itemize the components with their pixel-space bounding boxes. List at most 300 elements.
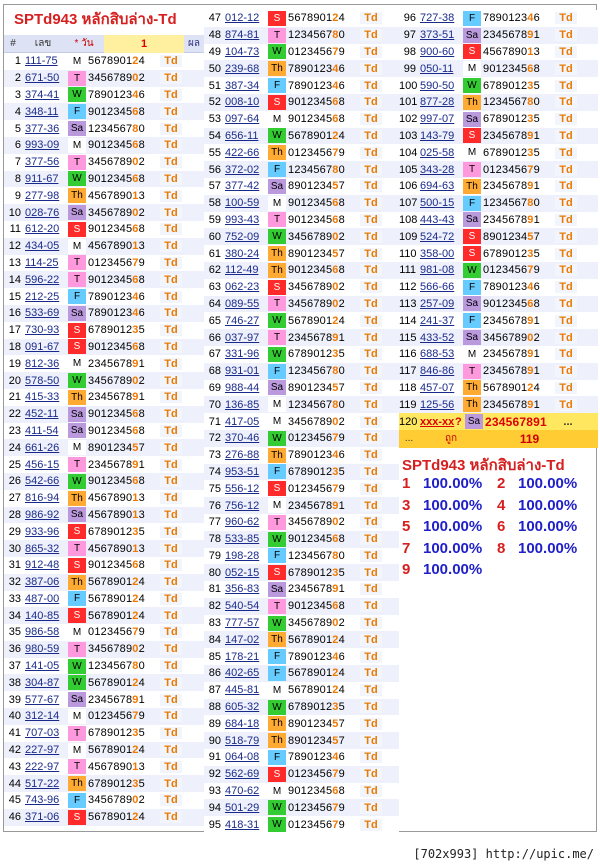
summary-percent: 100.00%	[518, 475, 578, 492]
table-row	[4, 624, 204, 641]
table-row	[399, 94, 598, 111]
row-result[interactable]: 037-97	[225, 331, 260, 344]
row-result[interactable]: 052-15	[225, 566, 260, 579]
row-result[interactable]: 348-11	[25, 105, 59, 118]
total-row	[399, 430, 598, 448]
row-day: F	[463, 313, 481, 328]
row-result[interactable]: 100-59	[225, 197, 260, 210]
row-ok: Td	[360, 617, 382, 629]
row-num: 87	[208, 684, 221, 697]
row-ok: Td	[555, 214, 577, 226]
row-num: 49	[208, 45, 221, 58]
row-result[interactable]: 377-42	[225, 180, 260, 193]
row-result[interactable]: 470-62	[225, 785, 260, 798]
row-result[interactable]: 212-25	[25, 290, 60, 303]
row-result[interactable]: 911-67	[25, 172, 59, 185]
row-result[interactable]: 377-36	[25, 122, 60, 135]
row-day: M	[268, 784, 286, 799]
table-row	[204, 715, 399, 732]
table-row	[4, 389, 204, 406]
table-row	[204, 363, 399, 380]
row-day: F	[268, 666, 286, 681]
row-day: W	[268, 229, 286, 244]
row-digits: 901234568	[88, 273, 145, 286]
row-num: 53	[208, 113, 221, 126]
row-result[interactable]: 997-07	[420, 113, 455, 126]
row-ok: Td	[160, 240, 182, 252]
row-day: M	[463, 347, 481, 362]
row-digits: 901234568	[88, 475, 145, 488]
row-result[interactable]: 612-20	[25, 223, 60, 236]
table-row	[399, 228, 598, 245]
row-result[interactable]: 343-28	[420, 163, 455, 176]
row-day: F	[268, 548, 286, 563]
row-day: M	[463, 145, 481, 160]
row-day: S	[68, 323, 86, 338]
row-day: T	[463, 364, 481, 379]
row-digits: 123456780	[483, 96, 540, 109]
row-day: Sa	[268, 582, 286, 597]
row-num: 21	[8, 391, 21, 404]
row-day: T	[68, 541, 86, 556]
row-day: W	[68, 373, 86, 388]
row-digits: 345678902	[88, 374, 145, 387]
row-digits: 789012346	[288, 79, 345, 92]
rows-3	[399, 10, 598, 413]
row-result[interactable]: 865-32	[25, 542, 60, 555]
row-result[interactable]: 402-65	[225, 667, 260, 680]
row-num: 22	[8, 408, 21, 421]
row-num: 79	[208, 549, 221, 562]
row-result[interactable]: 227-97	[25, 744, 60, 757]
row-result[interactable]: 730-93	[25, 324, 60, 337]
row-result[interactable]: 125-56	[420, 398, 455, 411]
row-day: W	[268, 44, 286, 59]
table-row	[4, 423, 204, 440]
table-row	[204, 682, 399, 699]
row-digits: 678901235	[88, 324, 145, 337]
row-result[interactable]: 358-00	[420, 247, 455, 260]
row-num: 46	[8, 811, 21, 824]
row-digits: 456789013	[88, 189, 145, 202]
row-num: 33	[8, 592, 21, 605]
row-result[interactable]: 517-22	[25, 777, 60, 790]
row-result[interactable]: 331-96	[225, 348, 260, 361]
row-result[interactable]: 457-07	[420, 381, 455, 394]
row-digits: 234567891	[483, 129, 540, 142]
row-ok: Td	[160, 274, 182, 286]
row-day: F	[68, 591, 86, 606]
table-row	[399, 144, 598, 161]
row-digits: 567890124	[88, 609, 145, 622]
row-result[interactable]: 025-58	[420, 146, 455, 159]
row-result[interactable]: 542-66	[25, 475, 60, 488]
row-result[interactable]: 456-15	[25, 458, 60, 471]
table-row	[4, 658, 204, 675]
row-result[interactable]: 596-22	[25, 273, 60, 286]
table-row	[399, 296, 598, 313]
table-row	[399, 128, 598, 145]
row-result[interactable]: 147-02	[225, 633, 260, 646]
row-ok: Td	[160, 593, 182, 605]
row-num: 23	[8, 424, 21, 437]
row-ok: Td	[555, 63, 577, 75]
row-ok: Td	[160, 139, 182, 151]
row-result[interactable]: 988-44	[225, 381, 260, 394]
row-result[interactable]: 533-85	[225, 533, 260, 546]
row-digits: 901234568	[288, 785, 345, 798]
table-row	[204, 312, 399, 329]
summary-row	[402, 475, 598, 497]
row-ok: Td	[160, 291, 182, 303]
row-num: 3	[14, 88, 21, 101]
table-row	[399, 178, 598, 195]
summary-number: 5	[402, 518, 411, 535]
row-result[interactable]: 986-92	[25, 508, 60, 521]
row-result[interactable]: 684-18	[225, 717, 260, 730]
table-row	[4, 339, 204, 356]
row-result[interactable]: 387-34	[225, 79, 260, 92]
summary-rows	[402, 475, 598, 583]
row-num: 42	[8, 744, 21, 757]
row-num: 63	[208, 281, 221, 294]
row-result[interactable]: 276-88	[225, 449, 260, 462]
row-result[interactable]: 533-69	[25, 307, 60, 320]
row-digits: 678901235	[288, 348, 345, 361]
row-result[interactable]: 257-09	[420, 297, 455, 310]
row-result[interactable]: 980-59	[25, 643, 60, 656]
row-ok: Td	[360, 466, 382, 478]
row-ok: Td	[360, 281, 382, 293]
row-result[interactable]: 524-72	[420, 230, 455, 243]
row-digits: 567890124	[288, 667, 345, 680]
row-result[interactable]: 434-05	[25, 240, 60, 253]
row-ok: Td	[160, 307, 182, 319]
row-result[interactable]: 756-12	[225, 499, 260, 512]
row-result[interactable]: 500-15	[420, 197, 455, 210]
row-result[interactable]: 418-31	[225, 818, 260, 831]
row-result[interactable]: 028-76	[25, 206, 60, 219]
row-result[interactable]: 661-26	[25, 441, 60, 454]
row-num: 29	[8, 525, 21, 538]
row-result[interactable]: 143-79	[420, 129, 455, 142]
row-ok: Td	[555, 264, 577, 276]
final-num: 120	[399, 415, 418, 428]
row-num: 111	[399, 264, 416, 277]
row-result[interactable]: 380-24	[225, 247, 260, 260]
row-result[interactable]: 136-85	[225, 398, 260, 411]
table-row	[399, 44, 598, 61]
row-result[interactable]: 064-08	[225, 751, 260, 764]
row-digits: 345678902	[288, 281, 345, 294]
row-day: M	[68, 138, 86, 153]
row-result[interactable]: 222-97	[25, 760, 60, 773]
row-num: 32	[8, 576, 21, 589]
row-result[interactable]: 931-01	[225, 365, 260, 378]
row-digits: 234567891	[483, 348, 540, 361]
row-result[interactable]: 239-68	[225, 62, 260, 75]
row-day: Th	[68, 188, 86, 203]
final-result: xxx-xx	[420, 415, 455, 428]
row-result[interactable]: 986-58	[25, 626, 60, 639]
row-ok: Td	[160, 341, 182, 353]
row-num: 108	[399, 213, 418, 226]
row-digits: 567890124	[288, 684, 345, 697]
row-result[interactable]: 415-33	[25, 391, 60, 404]
row-day: S	[268, 565, 286, 580]
row-result[interactable]: 371-06	[25, 811, 60, 824]
row-result[interactable]: 671-50	[25, 72, 60, 85]
row-result[interactable]: 518-79	[225, 734, 260, 747]
row-digits: 123456780	[483, 197, 540, 210]
row-digits: 789012346	[288, 650, 345, 663]
row-result[interactable]: 445-81	[225, 684, 260, 697]
row-num: 57	[208, 180, 221, 193]
row-digits: 678901235	[288, 465, 345, 478]
table-row	[399, 346, 598, 363]
row-result[interactable]: 411-54	[25, 424, 59, 437]
row-ok: Td	[555, 46, 577, 58]
table-header	[4, 35, 204, 53]
table-row	[4, 87, 204, 104]
table-row	[4, 120, 204, 137]
row-digits: 012345679	[288, 45, 345, 58]
summary-percent: 100.00%	[423, 475, 483, 492]
row-result[interactable]: 111-75	[25, 55, 58, 68]
row-num: 107	[399, 197, 418, 210]
row-ok: Td	[360, 449, 382, 461]
row-num: 67	[208, 348, 221, 361]
row-digits: 012345679	[288, 482, 345, 495]
row-num: 52	[208, 96, 221, 109]
table-row	[399, 279, 598, 296]
row-result[interactable]: 089-55	[225, 297, 260, 310]
row-result[interactable]: 452-11	[25, 408, 59, 421]
table-row	[204, 329, 399, 346]
row-result[interactable]: 422-66	[225, 146, 260, 159]
row-result[interactable]: 577-67	[25, 693, 60, 706]
row-day: T	[268, 212, 286, 227]
row-ok: Td	[360, 80, 382, 92]
table-row	[204, 514, 399, 531]
row-ok: Td	[160, 324, 182, 336]
row-result[interactable]: 140-85	[25, 609, 60, 622]
row-result[interactable]: 933-96	[25, 525, 60, 538]
row-ok: Td	[360, 550, 382, 562]
row-result[interactable]: 605-32	[225, 701, 260, 714]
row-day: Th	[463, 380, 481, 395]
row-day: M	[268, 498, 286, 513]
row-ok: Td	[160, 408, 182, 420]
row-result[interactable]: 277-98	[25, 189, 60, 202]
row-result[interactable]: 377-56	[25, 156, 60, 169]
row-digits: 567890124	[483, 381, 540, 394]
row-digits: 012345679	[288, 768, 345, 781]
row-num: 85	[208, 650, 221, 663]
row-num: 47	[208, 12, 221, 25]
row-ok: Td	[360, 248, 382, 260]
row-ok: Td	[160, 643, 182, 655]
row-result[interactable]: 900-60	[420, 45, 455, 58]
row-result[interactable]: 370-46	[225, 432, 260, 445]
table-row	[204, 144, 399, 161]
row-result[interactable]: 777-57	[225, 617, 260, 630]
row-num: 36	[8, 643, 21, 656]
row-ok: Td	[160, 123, 182, 135]
row-result[interactable]: 746-27	[225, 314, 260, 327]
row-result[interactable]: 556-12	[225, 482, 260, 495]
row-result[interactable]: 387-06	[25, 576, 60, 589]
row-result[interactable]: 501-29	[225, 801, 260, 814]
row-num: 5	[14, 122, 21, 135]
row-result[interactable]: 012-12	[225, 12, 260, 25]
row-day: M	[268, 112, 286, 127]
table-row	[399, 262, 598, 279]
row-result[interactable]: 694-63	[420, 180, 455, 193]
row-result[interactable]: 590-50	[420, 79, 455, 92]
row-result[interactable]: 981-08	[420, 264, 455, 277]
row-digits: 123456780	[288, 29, 345, 42]
row-result[interactable]: 487-00	[25, 592, 60, 605]
row-result[interactable]: 373-51	[420, 29, 455, 42]
row-ok: Td	[555, 332, 577, 344]
row-num: 64	[208, 297, 221, 310]
row-day: F	[268, 364, 286, 379]
row-result[interactable]: 578-50	[25, 374, 60, 387]
table-row	[4, 355, 204, 372]
row-ok: Td	[160, 778, 182, 790]
final-day: Sa	[465, 414, 483, 429]
row-num: 27	[8, 492, 21, 505]
row-day: Th	[268, 448, 286, 463]
row-day: M	[268, 397, 286, 412]
row-ok: Td	[360, 500, 382, 512]
row-result[interactable]: 304-87	[25, 676, 60, 689]
row-ok: Td	[555, 180, 577, 192]
row-day: F	[268, 162, 286, 177]
row-result[interactable]: 993-43	[225, 213, 260, 226]
row-result[interactable]: 198-28	[225, 549, 260, 562]
summary-percent: 100.00%	[518, 496, 578, 514]
table-row	[204, 111, 399, 128]
row-digits: 901234568	[288, 96, 345, 109]
row-digits: 345678902	[288, 230, 345, 243]
row-ok: Td	[160, 710, 182, 722]
row-ok: Td	[360, 667, 382, 679]
row-digits: 890123457	[288, 717, 345, 730]
row-result[interactable]: 062-23	[225, 281, 260, 294]
table-row	[204, 447, 399, 464]
row-num: 114	[399, 314, 417, 327]
row-day: W	[68, 171, 86, 186]
row-day: W	[268, 128, 286, 143]
row-result[interactable]: 050-11	[420, 62, 454, 75]
row-result[interactable]: 688-53	[420, 348, 455, 361]
row-result[interactable]: 562-69	[225, 768, 260, 781]
row-num: 86	[208, 667, 221, 680]
row-num: 24	[8, 441, 21, 454]
row-result[interactable]: 091-67	[25, 340, 60, 353]
total-value: 119	[519, 431, 540, 446]
table-row	[4, 490, 204, 507]
row-result[interactable]: 312-14	[25, 710, 60, 723]
row-result[interactable]: 566-66	[420, 281, 455, 294]
row-result[interactable]: 812-36	[25, 357, 60, 370]
row-num: 37	[8, 660, 21, 673]
row-result[interactable]: 114-25	[25, 256, 59, 269]
row-day: Th	[268, 632, 286, 647]
row-result[interactable]: 540-54	[225, 600, 260, 613]
row-result[interactable]: 178-21	[225, 650, 260, 663]
row-num: 71	[208, 415, 221, 428]
row-digits: 123456780	[288, 365, 345, 378]
row-digits: 012345679	[288, 432, 345, 445]
summary-percent: 100.00%	[518, 539, 578, 557]
row-result[interactable]: 433-52	[420, 331, 455, 344]
row-num: 54	[208, 129, 221, 142]
row-digits: 789012346	[88, 290, 145, 303]
row-result[interactable]: 877-28	[420, 96, 455, 109]
table-row	[204, 279, 399, 296]
table-row	[399, 363, 598, 380]
row-num: 38	[8, 676, 21, 689]
row-digits: 234567891	[483, 180, 540, 193]
row-result[interactable]: 374-41	[25, 88, 60, 101]
row-result[interactable]: 656-11	[225, 129, 259, 142]
row-result[interactable]: 912-48	[25, 559, 60, 572]
row-ok: Td	[360, 29, 382, 41]
row-result[interactable]: 953-51	[225, 465, 260, 478]
row-num: 66	[208, 331, 221, 344]
row-result[interactable]: 846-86	[420, 365, 455, 378]
row-result[interactable]: 816-94	[25, 492, 60, 505]
table-row	[4, 322, 204, 339]
row-result[interactable]: 993-09	[25, 139, 60, 152]
row-result[interactable]: 874-81	[225, 29, 260, 42]
row-day: F	[268, 750, 286, 765]
row-result[interactable]: 372-02	[225, 163, 260, 176]
row-digits: 901234568	[288, 113, 345, 126]
summary-title: SPTd943 หลักสิบล่าง-Td	[402, 457, 565, 474]
row-result[interactable]: 112-49	[225, 264, 259, 277]
row-result[interactable]: 141-05	[25, 660, 60, 673]
table-row	[4, 439, 204, 456]
row-num: 43	[8, 760, 21, 773]
row-ok: Td	[160, 156, 182, 168]
row-result[interactable]: 752-09	[225, 230, 260, 243]
row-ok: Td	[160, 72, 182, 84]
row-result[interactable]: 417-05	[225, 415, 260, 428]
row-ok: Td	[360, 197, 382, 209]
table-row	[204, 44, 399, 61]
row-ok: Td	[160, 459, 182, 471]
row-day: Th	[68, 390, 86, 405]
row-result[interactable]: 743-96	[25, 794, 60, 807]
row-result[interactable]: 241-37	[420, 314, 455, 327]
row-result[interactable]: 727-38	[420, 12, 455, 25]
row-result[interactable]: 104-73	[225, 45, 260, 58]
row-digits: 567890124	[88, 811, 145, 824]
row-result[interactable]: 707-03	[25, 727, 60, 740]
row-day: Sa	[68, 507, 86, 522]
row-result[interactable]: 097-64	[225, 113, 260, 126]
row-result[interactable]: 008-10	[225, 96, 260, 109]
row-num: 13	[8, 256, 21, 269]
row-result[interactable]: 356-83	[225, 583, 260, 596]
row-day: S	[68, 558, 86, 573]
row-result[interactable]: 443-43	[420, 213, 455, 226]
row-result[interactable]: 960-62	[225, 516, 260, 529]
